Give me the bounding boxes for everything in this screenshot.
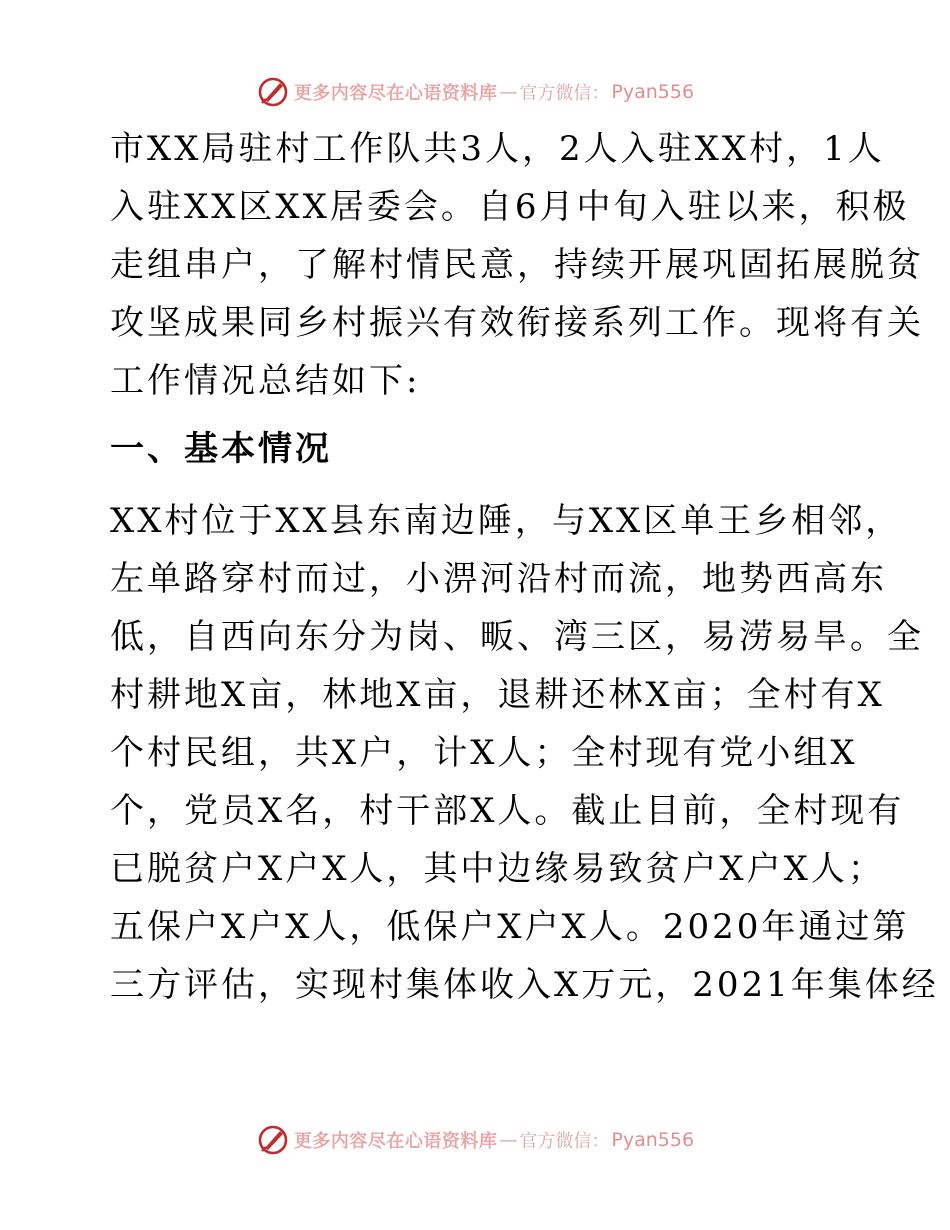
section-heading: 一、基本情况 [110,429,332,469]
text-line: 左单路穿村而过，小淠河沿村而流，地势西高东 [110,559,887,599]
text-line: 个村民组，共X户，计X人；全村现有党小组X [110,733,858,773]
text-line: 攻坚成果同乡村振兴有效衔接系列工作。现将有关 [110,303,924,343]
text-line: XX村位于XX县东南边陲，与XX区单王乡相邻， [110,501,903,541]
text-line: 三方评估，实现村集体收入X万元，2021年集体经 [110,965,939,1005]
text-line: 个，党员X名，村干部X人。截止目前，全村现有 [110,791,905,831]
quill-logo-icon [256,75,290,109]
document-body [98,120,939,1014]
text-line: 走组串户，了解村情民意，持续开展巩固拓展脱贫 [110,245,924,285]
text-line: 低，自西向东分为岗、畈、湾三区，易涝易旱。全 [110,617,924,657]
text-line: 已脱贫户X户X人，其中边缘易致贫户X户X人； [110,849,885,889]
text-line: 工作情况总结如下: [110,361,421,401]
text-line: 市XX局驻村工作队共3人，2人入驻XX村，1人 [110,129,885,169]
text-line: 村耕地X亩，林地X亩，退耕还林X亩；全村有X [110,675,885,715]
watermark-text: 更多内容尽在心语资料库 [293,1131,498,1152]
header-watermark [0,72,950,112]
text-line: 入驻XX区XX居委会。自6月中旬入驻以来，积极 [110,187,910,227]
watermark-wechat-id: Pyan556 [611,1129,695,1151]
quill-logo-icon [256,1123,290,1157]
body-paragraph [98,492,939,1014]
watermark-wechat-id: Pyan556 [611,81,695,103]
intro-paragraph [98,120,924,410]
footer-watermark [0,1120,950,1160]
watermark-suffix: 官方微信： [519,1131,610,1152]
watermark-text: 更多内容尽在心语资料库 [293,83,498,104]
watermark-suffix: 官方微信： [519,83,610,104]
text-line: 五保户X户X人，低保户X户X人。2020年通过第 [110,907,910,947]
watermark-dash: — [499,1129,518,1151]
watermark-dash: — [499,81,518,103]
